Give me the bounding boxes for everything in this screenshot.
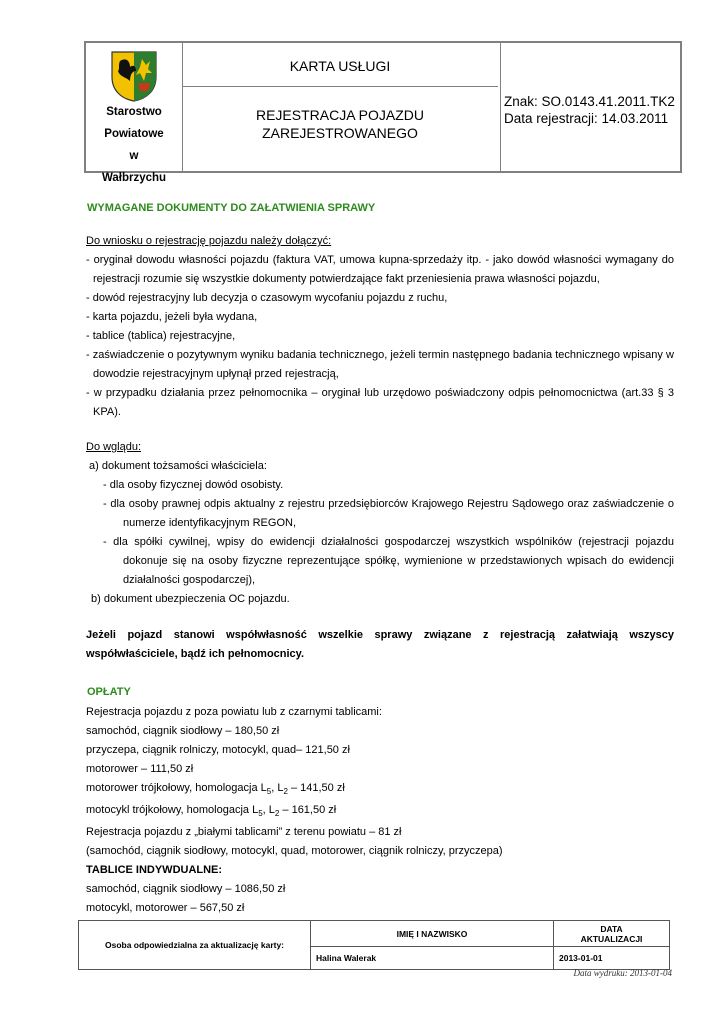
inspection-section xyxy=(86,438,674,609)
fee-line: motorower – 111,50 zł xyxy=(86,763,194,775)
divider xyxy=(500,43,501,171)
date-header: DATA xyxy=(600,924,623,934)
print-date: Data wydruku: 2013-01-04 xyxy=(573,968,672,978)
required-docs-intro: Do wniosku o rejestrację pojazdu należy dołączyć: xyxy=(86,235,332,247)
list-item: - dla osoby prawnej odpis aktualny z rejestru przedsiębiorców Krajowego Rejestru Sądowego oraz zaświadczenie o xyxy=(103,498,674,510)
name-header-cell xyxy=(311,921,554,947)
list-item-cont: dokonuje się na osoby fizyczne reprezentujące spółkę, wymienione w przedstawionych wpisach do ewidencji xyxy=(123,555,674,567)
fee-line xyxy=(86,801,674,823)
card-title: KARTA USŁUGI xyxy=(289,58,391,74)
header-table xyxy=(84,41,682,184)
footer-table xyxy=(78,920,670,970)
fee-line: Rejestracja pojazdu z poza powiatu lub z czarnymi tablicami: xyxy=(86,706,382,718)
org-line: Powiatowe xyxy=(104,128,164,140)
fee-line: samochód, ciągnik siodłowy – 1086,50 zł xyxy=(86,883,286,896)
fee-line: samochód, ciągnik siodłowy – 180,50 zł xyxy=(86,725,280,737)
list-item: - dla osoby fizycznej dowód osobisty. xyxy=(103,479,284,491)
fee-line: przyczepa, ciągnik rolniczy, motocykl, quad– 121,50 zł xyxy=(86,744,350,756)
org-line: Wałbrzychu xyxy=(101,172,167,184)
responsible-label-cell xyxy=(79,921,311,969)
service-title-line: REJESTRACJA POJAZDU xyxy=(255,107,425,123)
fee-text: – 161,50 zł xyxy=(279,804,337,817)
subscript: 2 xyxy=(274,809,280,819)
service-title xyxy=(182,106,498,142)
list-item: - oryginał dowodu własności pojazdu (faktura VAT, umowa kupna-sprzedaży itp. - jako dowód własności wymagany do xyxy=(86,254,674,266)
sign-number: Znak: SO.0143.41.2011.TK2 xyxy=(504,94,675,109)
fee-text: – 141,50 zł xyxy=(287,782,345,794)
fee-text: , L xyxy=(271,782,284,794)
name-header: IMIĘ I NAZWISKO xyxy=(396,928,468,939)
note-line: współwłaściciele, bądź ich pełnomocnicy. xyxy=(86,648,305,660)
subscript: 5 xyxy=(266,787,272,797)
list-item: - zaświadczenie o pozytywnym wyniku badania technicznego, jeżeli termin następnego badania technicznego wpisany w xyxy=(86,349,674,361)
subscript: 2 xyxy=(283,787,288,797)
co-owner-note xyxy=(86,626,674,664)
coat-of-arms-logo xyxy=(106,47,162,103)
note-line: Jeżeli pojazd stanowi współwłasność wszelkie sprawy związane z rejestracją załatwiają wszyscy xyxy=(86,629,674,641)
date-cell xyxy=(554,947,669,969)
fee-text: motorower trójkołowy, homologacja L xyxy=(86,782,267,794)
fee-text: motocykl trójkołowy, homologacja L xyxy=(86,804,259,817)
fee-line: Rejestracja pojazdu z „białymi tablicami” z terenu powiatu – 81 zł xyxy=(86,826,402,839)
list-item: - dla spółki cywilnej, wpisy do ewidencji działalności gospodarczej wszystkich wspólników (rejestracji pojazdu xyxy=(103,536,674,548)
fees-list xyxy=(86,703,674,918)
fee-line: motocykl, motorower – 567,50 zł xyxy=(86,902,245,915)
org-line: w xyxy=(129,150,139,162)
divider xyxy=(182,86,498,87)
date-header: AKTUALIZACJI xyxy=(580,934,643,944)
list-item-cont: numerze identyfikacyjnym REGON, xyxy=(123,517,296,529)
registration-date: Data rejestracji: 14.03.2011 xyxy=(504,111,669,126)
list-item-cont: rejestracji rozumie się wszystkie dokumenty potwierdzające fakt przeniesienia prawa własności pojazdu, xyxy=(93,273,600,285)
fee-text: , L xyxy=(262,804,275,817)
custom-plates-heading: TABLICE INDYWDUALNE: xyxy=(86,864,223,877)
responsible-label: Osoba odpowiedzialna za aktualizację karty: xyxy=(104,940,285,950)
list-item-cont: KPA). xyxy=(93,406,121,418)
list-item: - dowód rejestracyjny lub decyzja o czasowym wycofaniu pojazdu z ruchu, xyxy=(86,292,448,304)
fee-line: (samochód, ciągnik siodłowy, motocykl, quad, motorower, ciągnik rolniczy, przyczepa) xyxy=(86,845,503,858)
org-line: Starostwo xyxy=(106,106,162,118)
required-docs-list xyxy=(86,232,674,422)
service-title-line: ZAREJESTROWANEGO xyxy=(262,125,418,141)
responsible-name: Halina Walerak xyxy=(316,953,377,963)
inspection-item-b: b) dokument ubezpieczenia OC pojazdu. xyxy=(91,593,290,605)
inspection-item-a: a) dokument tożsamości właściciela: xyxy=(89,460,267,472)
list-item: - w przypadku działania przez pełnomocnika – oryginał lub urzędowo poświadczony odpis pełnomocnictwa (art.33 § 3 xyxy=(86,387,674,399)
fees-heading: OPŁATY xyxy=(87,686,131,698)
list-item: - tablice (tablica) rejestracyjne, xyxy=(86,330,236,342)
list-item: - karta pojazdu, jeżeli była wydana, xyxy=(86,311,258,323)
date-header-cell xyxy=(554,921,669,947)
required-docs-heading: WYMAGANE DOKUMENTY DO ZAŁATWIENIA SPRAWY xyxy=(87,202,376,214)
list-item-cont: dowodzie rejestracyjnym upłynął przed rejestracją, xyxy=(93,368,339,380)
update-date: 2013-01-01 xyxy=(559,953,603,963)
document-sign xyxy=(504,93,675,127)
list-item-cont: działalności gospodarczej), xyxy=(123,574,256,586)
name-cell xyxy=(311,947,554,969)
organization-name xyxy=(86,101,182,189)
fee-line xyxy=(86,779,674,801)
inspection-heading: Do wglądu: xyxy=(86,441,142,453)
subscript: 5 xyxy=(258,809,263,819)
